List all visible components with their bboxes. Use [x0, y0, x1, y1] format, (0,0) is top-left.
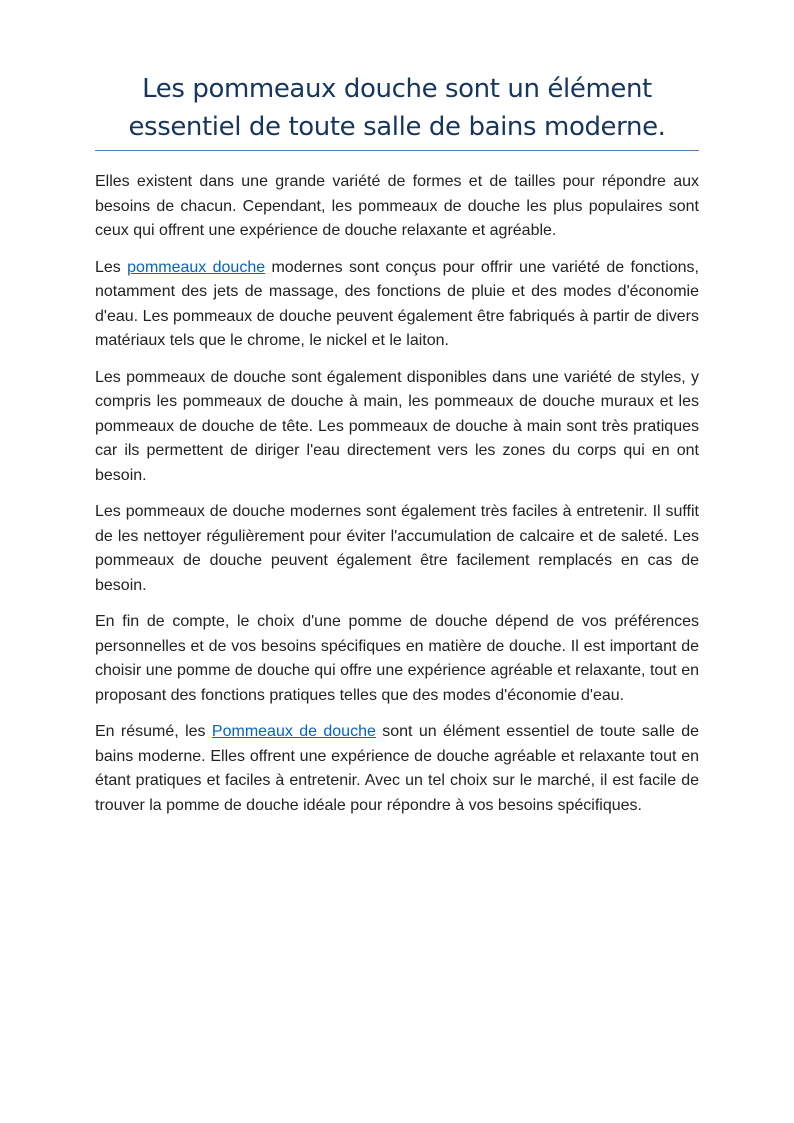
paragraph-features	[95, 256, 699, 354]
paragraph-intro	[95, 170, 699, 244]
paragraph-text-after-link: sont un élément essentiel de toute salle de bains moderne. Elles offrent une expérience de douche agréable et relaxante tout en étant pratiques et faciles à entretenir. Avec un tel choix sur le marché, il est facile de trouver la pomme de douche idéale pour répondre à vos besoins spécifiques.	[95, 723, 699, 814]
title-underline	[95, 150, 699, 151]
paragraph-text-before-link: Les	[95, 258, 128, 276]
document-page	[95, 70, 699, 830]
paragraph-text-before-link: En résumé, les	[95, 723, 212, 740]
title-line-2: essentiel de toute salle de bains moderne.	[128, 112, 666, 142]
paragraph-summary	[95, 720, 699, 818]
pommeaux-de-douche-link[interactable]: Pommeaux de douche	[211, 723, 376, 740]
document-title	[95, 70, 699, 146]
title-line-1: Les pommeaux douche sont un élément	[142, 74, 652, 104]
paragraph-choice	[95, 610, 699, 708]
paragraph-maintenance	[95, 500, 699, 598]
paragraph-text: En fin de compte, le choix d'une pomme de douche dépend de vos préférences personnelles et de vos besoins spécifiques en matière de douche. Il est important de choisir une pomme de douche qui offre une expérience agréable et relaxante, tout en proposant des fonctions pratiques telles que des modes d'économie d'eau.	[95, 613, 699, 704]
paragraph-text: Les pommeaux de douche modernes sont également très faciles à entretenir. Il suffit de les nettoyer régulièrement pour éviter l'accumulation de calcaire et de saleté. Les pommeaux de douche peuvent également être facilement remplacés en cas de besoin.	[95, 503, 699, 594]
paragraph-styles	[95, 366, 699, 489]
pommeaux-douche-link[interactable]: pommeaux douche	[127, 258, 266, 276]
document-body	[95, 170, 699, 818]
paragraph-text: Elles existent dans une grande variété de formes et de tailles pour répondre aux besoins de chacun. Cependant, les pommeaux de douche les plus populaires sont ceux qui offrent une expérience de douche relaxante et agréable.	[95, 173, 699, 239]
paragraph-text-after-link: modernes sont conçus pour offrir une variété de fonctions, notamment des jets de massage, des fonctions de pluie et des modes d'économie d'eau. Les pommeaux de douche peuvent également être fabriqués à partir de divers matériaux tels que le chrome, le nickel et le laiton.	[95, 258, 699, 349]
paragraph-text: Les pommeaux de douche sont également disponibles dans une variété de styles, y compris les pommeaux de douche à main, les pommeaux de douche muraux et les pommeaux de douche de tête. Les pommeaux de douche à main sont très pratiques car ils permettent de diriger l'eau directement vers les zones du corps qui en ont besoin.	[95, 368, 699, 484]
